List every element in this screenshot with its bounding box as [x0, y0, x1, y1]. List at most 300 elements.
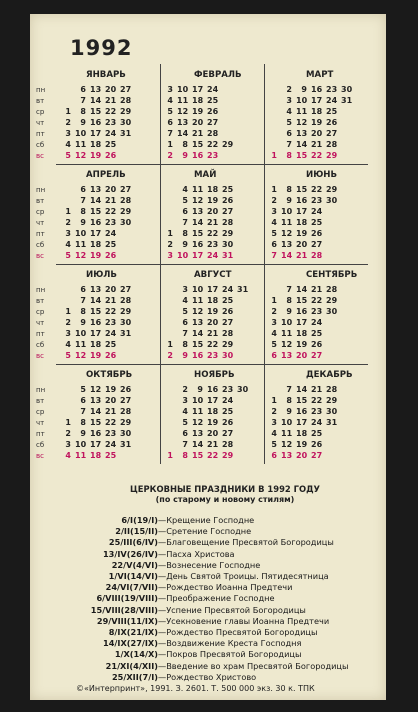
day-number: 27: [120, 285, 132, 294]
day-number: 1: [271, 396, 277, 405]
day-number: 12: [281, 229, 293, 238]
weekday-label: пн: [36, 386, 46, 394]
holiday-name: —Рождество Иоанна Предтечи: [158, 582, 293, 593]
day-number: 18: [296, 218, 308, 227]
day-number: 16: [296, 307, 308, 316]
day-number: 25: [105, 140, 117, 149]
day-number: 9: [80, 218, 86, 227]
day-number: 13: [90, 85, 102, 94]
day-number: 12: [75, 151, 87, 160]
day-number: 21: [311, 385, 323, 394]
day-number: 9: [80, 318, 86, 327]
day-number: 13: [281, 351, 293, 360]
day-number: 26: [207, 107, 219, 116]
day-number: 16: [296, 407, 308, 416]
day-number: 6: [80, 185, 86, 194]
day-number: 19: [311, 118, 323, 127]
day-number: 7: [286, 385, 292, 394]
day-number: 3: [65, 229, 71, 238]
day-number: 18: [311, 107, 323, 116]
day-number: 5: [80, 385, 86, 394]
day-number: 2: [167, 240, 173, 249]
day-number: 14: [90, 407, 102, 416]
day-number: 28: [326, 385, 338, 394]
holiday-name: —Крещение Господне: [158, 515, 255, 525]
day-number: 17: [192, 85, 204, 94]
holiday-date: 13/IV(26/IV): [102, 548, 158, 559]
weekday-label: вт: [36, 97, 45, 105]
day-number: 25: [222, 185, 234, 194]
day-number: 17: [311, 96, 323, 105]
day-number: 2: [271, 196, 277, 205]
day-number: 16: [192, 351, 204, 360]
month-name: НОЯБРЬ: [194, 370, 235, 380]
day-number: 31: [222, 251, 234, 260]
day-number: 12: [192, 418, 204, 427]
day-number: 1: [65, 107, 71, 116]
day-number: 14: [296, 285, 308, 294]
day-number: 27: [120, 396, 132, 405]
day-number: 5: [65, 251, 71, 260]
day-number: 6: [182, 318, 188, 327]
weekday-label: чт: [36, 419, 45, 427]
holiday-name: —Вознесение Господне: [158, 559, 261, 570]
day-number: 2: [286, 85, 292, 94]
day-number: 5: [65, 151, 71, 160]
day-number: 10: [75, 329, 87, 338]
weekday-label: вс: [36, 252, 44, 260]
day-number: 24: [207, 251, 219, 260]
day-number: 17: [207, 396, 219, 405]
day-number: 18: [90, 140, 102, 149]
day-number: 18: [90, 240, 102, 249]
holiday-date: 25/XII(7/I): [111, 671, 158, 682]
day-number: 1: [65, 418, 71, 427]
day-number: 11: [296, 107, 308, 116]
day-number: 31: [341, 96, 353, 105]
holiday-date: 8/IX(21/IX): [108, 627, 158, 637]
weekday-label: чт: [36, 219, 45, 227]
holiday-name: —День Святой Троицы. Пятидесятница: [158, 571, 329, 581]
day-number: 11: [192, 407, 204, 416]
holiday-date: 1/X(14/X): [114, 649, 158, 660]
day-number: 10: [281, 207, 293, 216]
day-number: 24: [105, 329, 117, 338]
day-number: 23: [105, 429, 117, 438]
day-number: 12: [281, 440, 293, 449]
weekday-label: пн: [36, 286, 46, 294]
day-number: 26: [222, 196, 234, 205]
weekday-label: ср: [36, 208, 45, 216]
day-number: 22: [105, 418, 117, 427]
day-number: 17: [192, 251, 204, 260]
day-number: 31: [120, 329, 132, 338]
day-number: 14: [90, 296, 102, 305]
day-number: 26: [105, 351, 117, 360]
day-number: 20: [296, 240, 308, 249]
day-number: 4: [286, 107, 292, 116]
month-block: [36, 64, 160, 164]
day-number: 15: [90, 207, 102, 216]
day-number: 6: [286, 129, 292, 138]
day-number: 4: [271, 429, 277, 438]
day-number: 28: [207, 129, 219, 138]
day-number: 25: [311, 429, 323, 438]
day-number: 30: [341, 85, 353, 94]
day-number: 18: [90, 451, 102, 460]
day-number: 29: [222, 340, 234, 349]
weekday-label: вс: [36, 152, 44, 160]
day-number: 28: [120, 296, 132, 305]
day-number: 30: [326, 307, 338, 316]
holidays-title: ЦЕРКОВНЫЕ ПРАЗДНИКИ В 1992 ГОДУ: [129, 484, 321, 494]
day-number: 25: [105, 240, 117, 249]
day-number: 29: [120, 207, 132, 216]
month-name: АВГУСТ: [194, 270, 232, 280]
day-number: 6: [167, 118, 173, 127]
day-number: 5: [167, 107, 173, 116]
weekday-label: вс: [36, 352, 44, 360]
day-number: 20: [105, 85, 117, 94]
day-number: 14: [296, 385, 308, 394]
day-number: 17: [296, 318, 308, 327]
day-number: 18: [207, 185, 219, 194]
day-number: 22: [311, 151, 323, 160]
day-number: 4: [271, 218, 277, 227]
month-block: [36, 264, 160, 364]
day-number: 4: [182, 296, 188, 305]
day-number: 27: [311, 240, 323, 249]
day-number: 15: [90, 307, 102, 316]
day-number: 23: [326, 85, 338, 94]
month-block: [160, 64, 264, 164]
day-number: 5: [271, 440, 277, 449]
day-number: 22: [207, 140, 219, 149]
day-number: 22: [105, 307, 117, 316]
day-number: 9: [80, 118, 86, 127]
day-number: 7: [286, 140, 292, 149]
day-number: 7: [271, 251, 277, 260]
day-number: 22: [207, 340, 219, 349]
day-number: 9: [286, 196, 292, 205]
day-number: 6: [271, 351, 277, 360]
day-number: 14: [90, 96, 102, 105]
holiday-row: [30, 537, 386, 547]
day-number: 28: [120, 407, 132, 416]
day-number: 8: [80, 207, 86, 216]
month-block: [264, 64, 368, 164]
day-number: 15: [296, 296, 308, 305]
day-number: 3: [182, 396, 188, 405]
day-number: 7: [182, 218, 188, 227]
day-number: 19: [207, 196, 219, 205]
day-number: 30: [326, 196, 338, 205]
day-number: 7: [286, 285, 292, 294]
day-number: 17: [207, 285, 219, 294]
day-number: 5: [65, 351, 71, 360]
weekday-label: пт: [36, 430, 45, 438]
weekday-label: ср: [36, 308, 45, 316]
day-number: 10: [192, 396, 204, 405]
day-number: 19: [90, 351, 102, 360]
year-title: 1992: [70, 36, 133, 60]
day-number: 4: [167, 96, 173, 105]
day-number: 13: [281, 240, 293, 249]
day-number: 10: [281, 418, 293, 427]
day-number: 6: [271, 240, 277, 249]
holiday-name: —Рождество Христово: [158, 671, 257, 682]
day-number: 11: [192, 185, 204, 194]
day-number: 1: [271, 296, 277, 305]
day-number: 22: [311, 296, 323, 305]
weekday-label: сб: [36, 341, 45, 349]
day-number: 15: [296, 151, 308, 160]
day-number: 20: [207, 318, 219, 327]
holiday-date: 21/XI(4/XII): [105, 660, 158, 671]
day-number: 26: [311, 229, 323, 238]
weekday-label: пт: [36, 230, 45, 238]
day-number: 29: [120, 307, 132, 316]
day-number: 13: [90, 396, 102, 405]
day-number: 21: [311, 285, 323, 294]
day-number: 20: [105, 285, 117, 294]
pocket-calendar-card: [30, 14, 386, 700]
day-number: 5: [271, 229, 277, 238]
day-number: 22: [207, 451, 219, 460]
holiday-name: —Сретение Господне: [158, 526, 252, 537]
imprint-footer: ©«Интерпринт», 1991. З. 2601. Т. 500 000 экз. 30 к. ТПК: [76, 684, 315, 693]
day-number: 3: [182, 285, 188, 294]
holiday-row: [30, 661, 386, 671]
day-number: 11: [75, 451, 87, 460]
day-number: 3: [286, 96, 292, 105]
day-number: 14: [281, 251, 293, 260]
month-name: ИЮЛЬ: [86, 270, 117, 280]
holiday-name: —Благовещение Пресвятой Богородицы: [158, 537, 334, 548]
day-number: 5: [182, 418, 188, 427]
holiday-name: —Воздвижение Креста Господня: [158, 638, 302, 649]
day-number: 16: [90, 429, 102, 438]
day-number: 9: [182, 351, 188, 360]
holiday-date: 15/VIII(28/VIII): [90, 604, 158, 615]
day-number: 3: [271, 318, 277, 327]
day-number: 24: [105, 129, 117, 138]
day-number: 15: [192, 451, 204, 460]
day-number: 14: [177, 129, 189, 138]
month-block: [264, 164, 368, 264]
holiday-row: [30, 593, 386, 603]
month-name: СЕНТЯБРЬ: [306, 270, 358, 280]
month-name: ЯНВАРЬ: [86, 70, 126, 80]
day-number: 27: [222, 318, 234, 327]
day-number: 26: [222, 307, 234, 316]
day-number: 27: [120, 85, 132, 94]
day-number: 9: [182, 151, 188, 160]
day-number: 10: [296, 96, 308, 105]
day-number: 5: [182, 196, 188, 205]
day-number: 23: [105, 318, 117, 327]
day-number: 13: [281, 451, 293, 460]
day-number: 5: [286, 118, 292, 127]
day-number: 5: [182, 307, 188, 316]
day-number: 12: [75, 351, 87, 360]
day-number: 1: [167, 229, 173, 238]
day-number: 17: [296, 418, 308, 427]
day-number: 6: [271, 451, 277, 460]
day-number: 9: [301, 85, 307, 94]
month-block: [264, 264, 368, 364]
day-number: 21: [105, 296, 117, 305]
day-number: 13: [90, 185, 102, 194]
day-number: 31: [120, 129, 132, 138]
day-number: 27: [120, 185, 132, 194]
day-number: 28: [326, 140, 338, 149]
day-number: 6: [80, 396, 86, 405]
day-number: 19: [296, 440, 308, 449]
day-number: 8: [182, 340, 188, 349]
day-number: 6: [80, 285, 86, 294]
day-number: 19: [296, 340, 308, 349]
day-number: 19: [296, 229, 308, 238]
day-number: 20: [105, 185, 117, 194]
day-number: 22: [311, 185, 323, 194]
day-number: 4: [65, 451, 71, 460]
day-number: 15: [192, 229, 204, 238]
day-number: 31: [237, 285, 249, 294]
day-number: 15: [90, 418, 102, 427]
day-number: 21: [207, 440, 219, 449]
day-number: 16: [296, 196, 308, 205]
day-number: 12: [192, 196, 204, 205]
day-number: 2: [65, 318, 71, 327]
day-number: 8: [286, 296, 292, 305]
day-number: 15: [296, 396, 308, 405]
day-number: 7: [80, 96, 86, 105]
day-number: 25: [222, 296, 234, 305]
holiday-row: [30, 605, 386, 615]
day-number: 28: [120, 96, 132, 105]
day-number: 10: [75, 129, 87, 138]
day-number: 30: [120, 318, 132, 327]
holiday-row: [30, 549, 386, 559]
day-number: 25: [105, 451, 117, 460]
day-number: 9: [197, 385, 203, 394]
day-number: 2: [271, 307, 277, 316]
day-number: 28: [222, 440, 234, 449]
day-number: 5: [271, 340, 277, 349]
day-number: 18: [192, 96, 204, 105]
day-number: 16: [90, 218, 102, 227]
day-number: 21: [296, 251, 308, 260]
day-number: 30: [120, 218, 132, 227]
holiday-row: [30, 582, 386, 592]
day-number: 15: [192, 340, 204, 349]
day-number: 29: [222, 229, 234, 238]
day-number: 11: [75, 240, 87, 249]
day-number: 21: [105, 196, 117, 205]
day-number: 13: [192, 318, 204, 327]
month-name: МАЙ: [194, 170, 217, 180]
day-number: 9: [80, 429, 86, 438]
day-number: 17: [90, 129, 102, 138]
day-number: 29: [326, 185, 338, 194]
day-number: 8: [80, 418, 86, 427]
day-number: 19: [192, 107, 204, 116]
day-number: 30: [222, 351, 234, 360]
day-number: 24: [105, 440, 117, 449]
day-number: 31: [120, 440, 132, 449]
day-number: 18: [207, 296, 219, 305]
day-number: 4: [65, 240, 71, 249]
day-number: 12: [281, 340, 293, 349]
day-number: 25: [311, 218, 323, 227]
day-number: 14: [192, 440, 204, 449]
day-number: 4: [65, 140, 71, 149]
day-number: 17: [90, 440, 102, 449]
holiday-row: [30, 560, 386, 570]
holiday-row: [30, 638, 386, 648]
month-block: [36, 364, 160, 464]
holiday-row: [30, 515, 386, 525]
day-number: 19: [105, 385, 117, 394]
day-number: 29: [222, 140, 234, 149]
month-name: ИЮНЬ: [306, 170, 338, 180]
day-number: 26: [311, 440, 323, 449]
day-number: 28: [311, 251, 323, 260]
day-number: 1: [167, 140, 173, 149]
day-number: 1: [167, 451, 173, 460]
day-number: 26: [311, 340, 323, 349]
day-number: 8: [286, 396, 292, 405]
day-number: 2: [167, 151, 173, 160]
day-number: 2: [167, 351, 173, 360]
day-number: 25: [311, 329, 323, 338]
day-number: 23: [311, 307, 323, 316]
day-number: 20: [192, 118, 204, 127]
holiday-row: [30, 616, 386, 626]
month-name: МАРТ: [306, 70, 334, 80]
day-number: 30: [237, 385, 249, 394]
day-number: 20: [207, 207, 219, 216]
holidays-subtitle: (по старому и новому стилям): [155, 495, 295, 504]
holiday-date: 24/VI(7/VII): [105, 582, 158, 593]
day-number: 18: [296, 429, 308, 438]
weekday-label: пн: [36, 86, 46, 94]
day-number: 15: [296, 185, 308, 194]
day-number: 4: [182, 185, 188, 194]
day-number: 11: [281, 218, 293, 227]
day-number: 30: [120, 118, 132, 127]
day-number: 19: [207, 307, 219, 316]
holiday-date: 14/IX(27/IX): [103, 638, 158, 649]
holiday-row: [30, 672, 386, 682]
day-number: 8: [80, 307, 86, 316]
day-number: 19: [207, 418, 219, 427]
day-number: 22: [311, 396, 323, 405]
day-number: 6: [182, 207, 188, 216]
holiday-row: [30, 649, 386, 659]
day-number: 3: [271, 418, 277, 427]
day-number: 2: [65, 429, 71, 438]
holiday-date: 29/VIII(11/IX): [96, 615, 158, 626]
day-number: 29: [222, 451, 234, 460]
day-number: 7: [182, 329, 188, 338]
day-number: 28: [326, 285, 338, 294]
day-number: 20: [311, 129, 323, 138]
day-number: 13: [177, 118, 189, 127]
day-number: 3: [65, 129, 71, 138]
holiday-date: 22/V(4/VI): [111, 559, 158, 570]
